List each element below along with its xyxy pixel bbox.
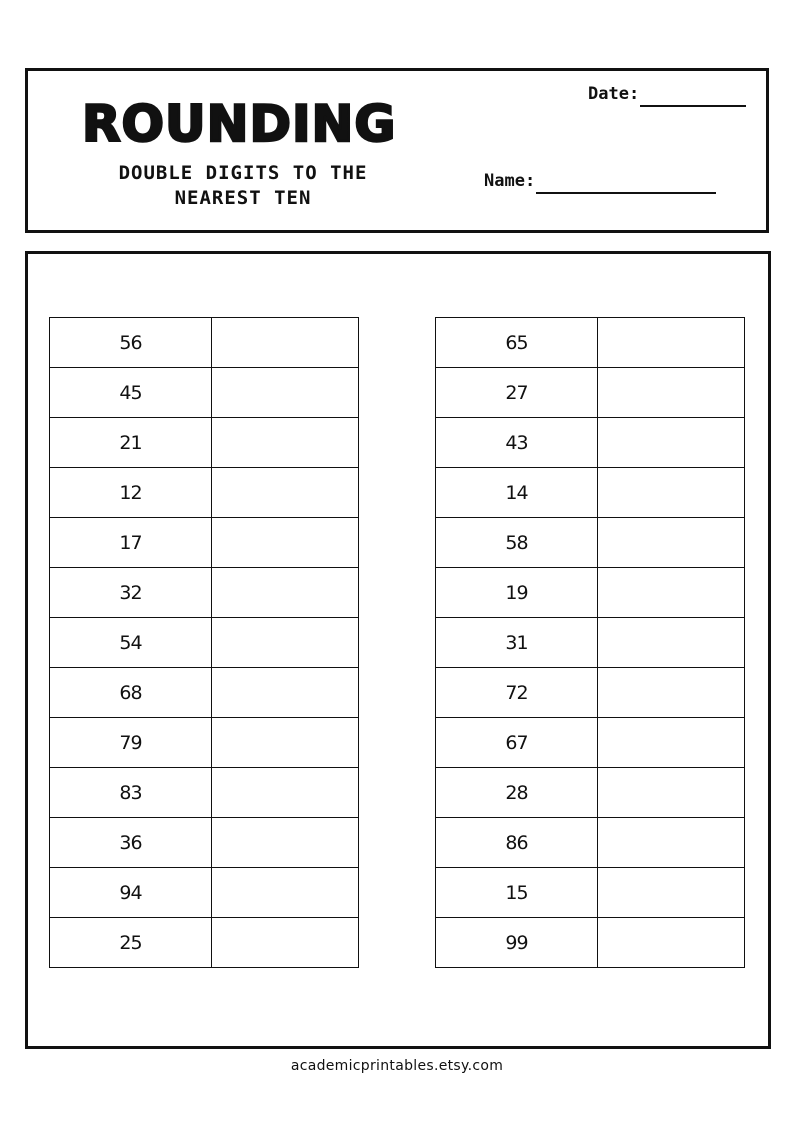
table-row: [436, 318, 745, 368]
answer-box[interactable]: [212, 568, 359, 618]
left-problem-rows: [50, 318, 359, 968]
answer-box[interactable]: [598, 468, 745, 518]
problem-number: 19: [436, 568, 598, 618]
problem-number: 68: [50, 668, 212, 718]
table-row: [436, 468, 745, 518]
problem-number: 99: [436, 918, 598, 968]
answer-box[interactable]: [212, 518, 359, 568]
table-row: [436, 768, 745, 818]
date-label: Date:: [588, 84, 640, 104]
left-problem-table: [49, 317, 359, 968]
answer-box[interactable]: [598, 718, 745, 768]
problem-number: 36: [50, 818, 212, 868]
table-row: [436, 568, 745, 618]
problem-number: 15: [436, 868, 598, 918]
name-label: Name:: [484, 171, 536, 191]
subtitle-line-1: DOUBLE DIGITS TO THE: [118, 162, 368, 184]
problem-number: 54: [50, 618, 212, 668]
right-problem-rows: [436, 318, 745, 968]
table-row: [50, 468, 359, 518]
table-row: [436, 368, 745, 418]
problem-number: 56: [50, 318, 212, 368]
problem-number: 65: [436, 318, 598, 368]
table-row: [436, 668, 745, 718]
problem-number: 67: [436, 718, 598, 768]
table-row: [436, 818, 745, 868]
problem-number: 17: [50, 518, 212, 568]
worksheet-subtitle: [88, 161, 398, 211]
problem-number: 31: [436, 618, 598, 668]
worksheet-title: ROUNDING: [82, 95, 397, 153]
table-row: [50, 818, 359, 868]
problem-number: 94: [50, 868, 212, 918]
problem-number: 28: [436, 768, 598, 818]
right-problem-table: [435, 317, 745, 968]
table-row: [50, 568, 359, 618]
answer-box[interactable]: [598, 368, 745, 418]
table-row: [50, 718, 359, 768]
answer-box[interactable]: [212, 918, 359, 968]
problem-number: 58: [436, 518, 598, 568]
answer-box[interactable]: [212, 318, 359, 368]
answer-box[interactable]: [598, 818, 745, 868]
table-row: [50, 918, 359, 968]
name-field[interactable]: [536, 192, 716, 194]
answer-box[interactable]: [212, 818, 359, 868]
problem-number: 83: [50, 768, 212, 818]
problem-number: 25: [50, 918, 212, 968]
subtitle-line-2: NEAREST TEN: [174, 187, 312, 209]
table-row: [436, 718, 745, 768]
problem-number: 21: [50, 418, 212, 468]
worksheet-body: [25, 251, 771, 1049]
date-field[interactable]: [640, 105, 746, 107]
worksheet-header: [25, 68, 769, 233]
problem-number: 43: [436, 418, 598, 468]
footer-credit: academicprintables.etsy.com: [290, 1058, 504, 1074]
problem-number: 45: [50, 368, 212, 418]
answer-box[interactable]: [598, 318, 745, 368]
table-row: [50, 418, 359, 468]
table-row: [50, 868, 359, 918]
answer-box[interactable]: [212, 368, 359, 418]
answer-box[interactable]: [212, 418, 359, 468]
problem-number: 27: [436, 368, 598, 418]
table-row: [50, 668, 359, 718]
answer-box[interactable]: [598, 518, 745, 568]
answer-box[interactable]: [212, 668, 359, 718]
table-row: [436, 918, 745, 968]
answer-box[interactable]: [598, 618, 745, 668]
table-row: [50, 518, 359, 568]
answer-box[interactable]: [598, 568, 745, 618]
problem-number: 12: [50, 468, 212, 518]
answer-box[interactable]: [212, 468, 359, 518]
table-row: [50, 768, 359, 818]
answer-box[interactable]: [598, 868, 745, 918]
problem-number: 14: [436, 468, 598, 518]
answer-box[interactable]: [598, 768, 745, 818]
table-row: [436, 618, 745, 668]
table-row: [50, 318, 359, 368]
answer-box[interactable]: [212, 868, 359, 918]
table-row: [436, 868, 745, 918]
table-row: [436, 418, 745, 468]
table-row: [50, 368, 359, 418]
answer-box[interactable]: [212, 618, 359, 668]
problem-number: 79: [50, 718, 212, 768]
answer-box[interactable]: [212, 718, 359, 768]
answer-box[interactable]: [598, 668, 745, 718]
answer-box[interactable]: [598, 418, 745, 468]
answer-box[interactable]: [212, 768, 359, 818]
table-row: [50, 618, 359, 668]
table-row: [436, 518, 745, 568]
problem-number: 86: [436, 818, 598, 868]
problem-number: 72: [436, 668, 598, 718]
answer-box[interactable]: [598, 918, 745, 968]
problem-number: 32: [50, 568, 212, 618]
